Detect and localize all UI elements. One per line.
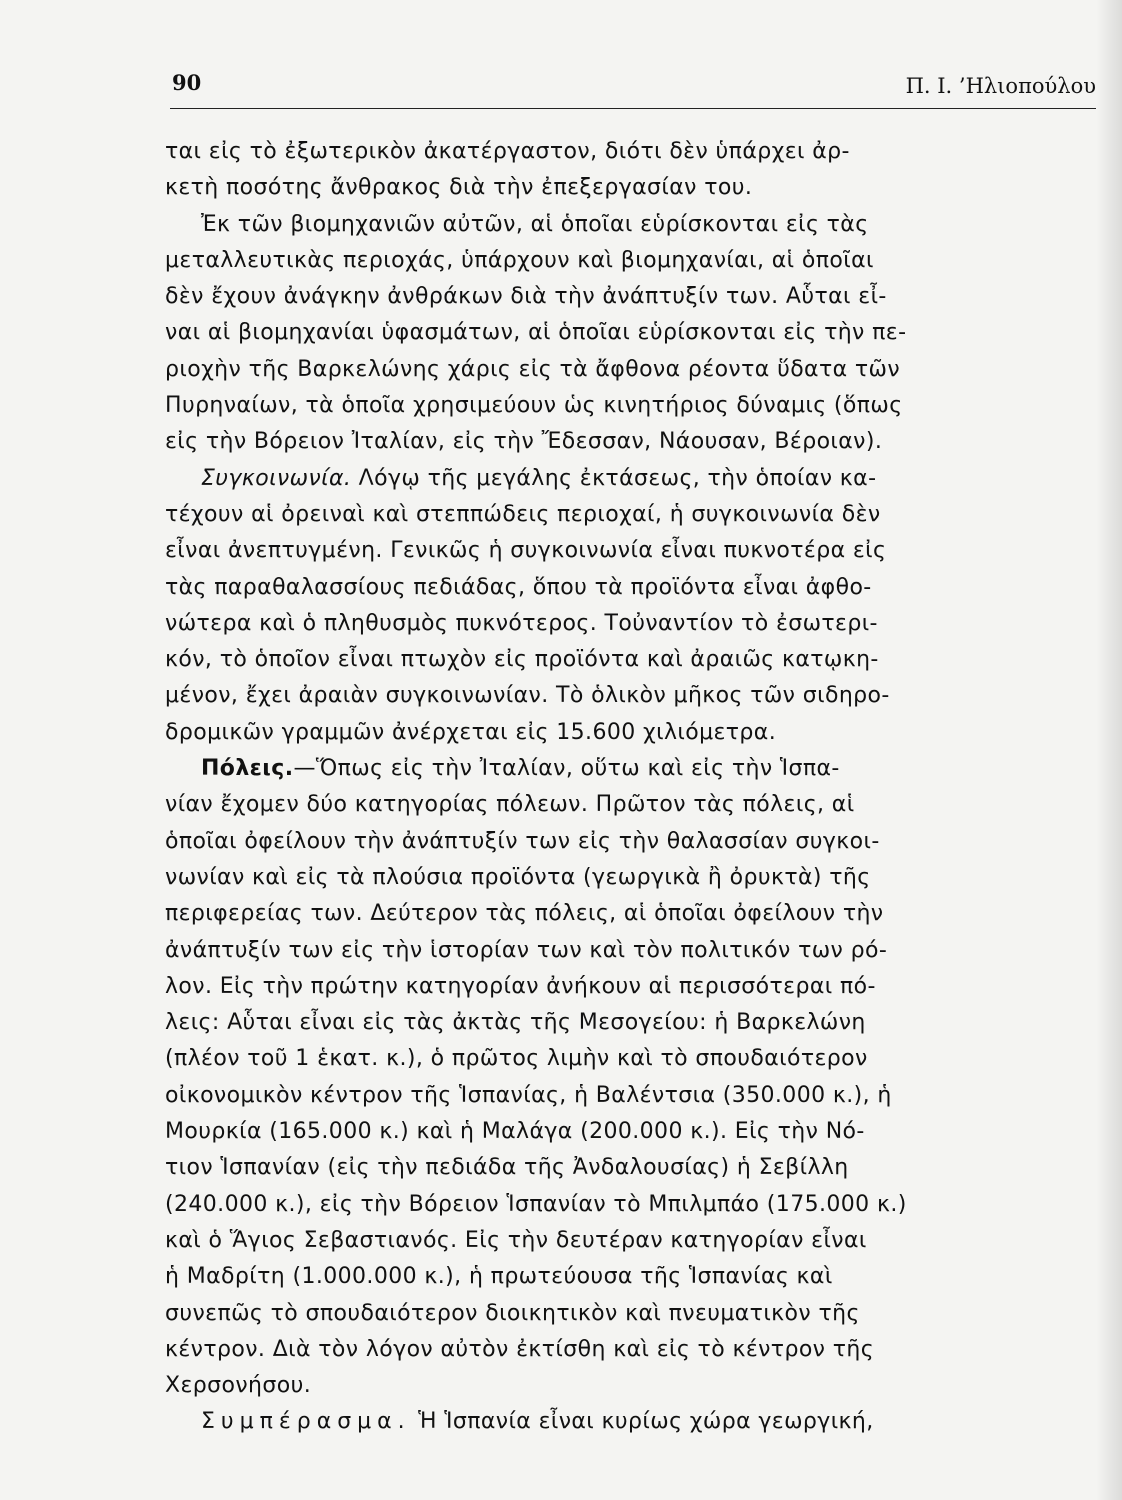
text-line: ναι αἱ βιομηχανίαι ὑφασμάτων, αἱ ὁποῖαι εὑρίσκονται εἰς τὴν πε- — [165, 320, 907, 346]
text-line: ται εἰς τὸ ἐξωτερικὸν ἀκατέργαστον, διότι δὲν ὑπάρχει ἀρ- — [165, 139, 850, 164]
text-line: νωνίαν καὶ εἰς τὰ πλούσια προϊόντα (γεωργικὰ ἢ ὀρυκτὰ) τῆς — [165, 864, 871, 890]
text-line: τὰς παραθαλασσίους πεδιάδας, ὅπου τὰ προϊόντα εἶναι ἀφθο- — [165, 574, 872, 600]
text-line: νώτερα καὶ ὁ πληθυσμὸς πυκνότερος. Τοὐναντίον τὸ ἐσωτερι- — [165, 610, 878, 636]
text-line: λον. Εἰς τὴν πρώτην κατηγορίαν ἀνήκουν αἱ περισσότεραι πό- — [165, 973, 876, 999]
text-line: κετὴ ποσότης ἄνθρακος διὰ τὴν ἐπεξεργασίαν του. — [165, 175, 753, 201]
running-head: Π. Ι. ’Ηλιοπούλου — [905, 74, 1096, 98]
text-line: δρομικῶν γραμμῶν ἀνέρχεται εἰς 15.600 χιλιόμετρα. — [165, 719, 777, 745]
text-run: —Ὅπως εἰς τὴν Ἰταλίαν, οὕτω καὶ εἰς τὴν Ἱσπα- — [293, 756, 840, 782]
text-line: ριοχὴν τῆς Βαρκελώνης χάρις εἰς τὰ ἄφθονα ρέοντα ὕδατα τῶν — [165, 356, 901, 382]
text-line: μένον, ἔχει ἀραιὰν συγκοινωνίαν. Τὸ ὁλικὸν μῆκος τῶν σιδηρο- — [165, 683, 890, 709]
page-header — [170, 66, 1096, 100]
text-line: δὲν ἔχουν ἀνάγκην ἀνθράκων διὰ τὴν ἀνάπτυξίν των. Αὗται εἶ- — [165, 284, 887, 310]
page-number: 90 — [172, 70, 202, 95]
paragraph-first-line — [165, 461, 1091, 497]
text-line: μεταλλευτικὰς περιοχάς, ὑπάρχουν καὶ βιομηχανίαι, αἱ ὁποῖαι — [165, 247, 874, 273]
paragraph-first-line — [165, 751, 1091, 787]
body-text — [165, 134, 1091, 1441]
text-line: εἰς τὴν Βόρειον Ἰταλίαν, εἰς τὴν Ἔδεσσαν, Νάουσαν, Βέροιαν). — [165, 429, 883, 455]
text-line: Ἐκ τῶν βιομηχανιῶν αὐτῶν, αἱ ὁποῖαι εὑρίσκονται εἰς τὰς — [201, 211, 869, 237]
text-line: τέχουν αἱ ὀρειναὶ καὶ στεππώδεις περιοχαί, ἡ συγκοινωνία δὲν — [165, 501, 881, 527]
text-line: ὁποῖαι ὀφείλουν τὴν ἀνάπτυξίν των εἰς τὴν θαλασσίαν συγκοι- — [165, 828, 880, 854]
text-line: τιον Ἱσπανίαν (εἰς τὴν πεδιάδα τῆς Ἀνδαλουσίας) ἡ Σεβίλλη — [165, 1155, 849, 1181]
text-line: (240.000 κ.), εἰς τὴν Βόρειον Ἱσπανίαν τὸ Μπιλμπάο (175.000 κ.) — [165, 1191, 907, 1217]
text-line: οἰκονομικὸν κέντρον τῆς Ἱσπανίας, ἡ Βαλέντσια (350.000 κ.), ἡ — [165, 1082, 892, 1108]
text-line: περιφερείας των. Δεύτερον τὰς πόλεις, αἱ ὁποῖαι ὀφείλουν τὴν — [165, 901, 884, 927]
text-line: Μουρκία (165.000 κ.) καὶ ἡ Μαλάγα (200.000 κ.). Εἰς τὴν Νό- — [165, 1119, 865, 1145]
text-run: Λόγῳ τῆς μεγάλης ἐκτάσεως, τὴν ὁποίαν κα- — [351, 465, 877, 491]
text-line: λεις: Αὗται εἶναι εἰς τὰς ἀκτὰς τῆς Μεσογείου: ἡ Βαρκελώνη — [165, 1010, 866, 1036]
text-line: καὶ ὁ Ἅγιος Σεβαστιανός. Εἰς τὴν δευτέραν κατηγορίαν εἶναι — [165, 1227, 867, 1253]
text-line: εἶναι ἀνεπτυγμένη. Γενικῶς ἡ συγκοινωνία εἶναι πυκνοτέρα εἰς — [165, 538, 887, 564]
section-heading-conclusion: Συμπέρασμα. — [201, 1409, 411, 1435]
text-line: ἡ Μαδρίτη (1.000.000 κ.), ἡ πρωτεύουσα τῆς Ἱσπανίας καὶ — [165, 1264, 833, 1290]
text-line: Χερσονήσου. — [165, 1373, 312, 1399]
text-line: (πλέον τοῦ 1 ἑκατ. κ.), ὁ πρῶτος λιμὴν καὶ τὸ σπουδαιότερον — [165, 1046, 868, 1072]
paragraph-first-line — [165, 1404, 1091, 1440]
page-edge-shadow — [1096, 0, 1122, 1500]
text-line: συνεπῶς τὸ σπουδαιότερον διοικητικὸν καὶ πνευματικὸν τῆς — [165, 1300, 860, 1326]
text-line: ἀνάπτυξίν των εἰς τὴν ἱστορίαν των καὶ τὸν πολιτικόν των ρό- — [165, 937, 888, 963]
section-heading-communications: Συγκοινωνία. — [201, 465, 352, 491]
text-run: Ἡ Ἱσπανία εἶναι κυρίως χώρα γεωργική, — [410, 1409, 874, 1435]
text-line: κέντρον. Διὰ τὸν λόγον αὐτὸν ἐκτίσθη καὶ εἰς τὸ κέντρον τῆς — [165, 1336, 875, 1362]
text-line: Πυρηναίων, τὰ ὁποῖα χρησιμεύουν ὡς κινητήριος δύναμις (ὅπως — [165, 393, 903, 419]
text-line: νίαν ἔχομεν δύο κατηγορίας πόλεων. Πρῶτον τὰς πόλεις, αἱ — [165, 792, 855, 818]
header-rule — [170, 108, 1096, 109]
section-heading-cities: Πόλεις. — [201, 756, 294, 782]
text-line: κόν, τὸ ὁποῖον εἶναι πτωχὸν εἰς προϊόντα καὶ ἀραιῶς κατῳκη- — [165, 647, 879, 673]
